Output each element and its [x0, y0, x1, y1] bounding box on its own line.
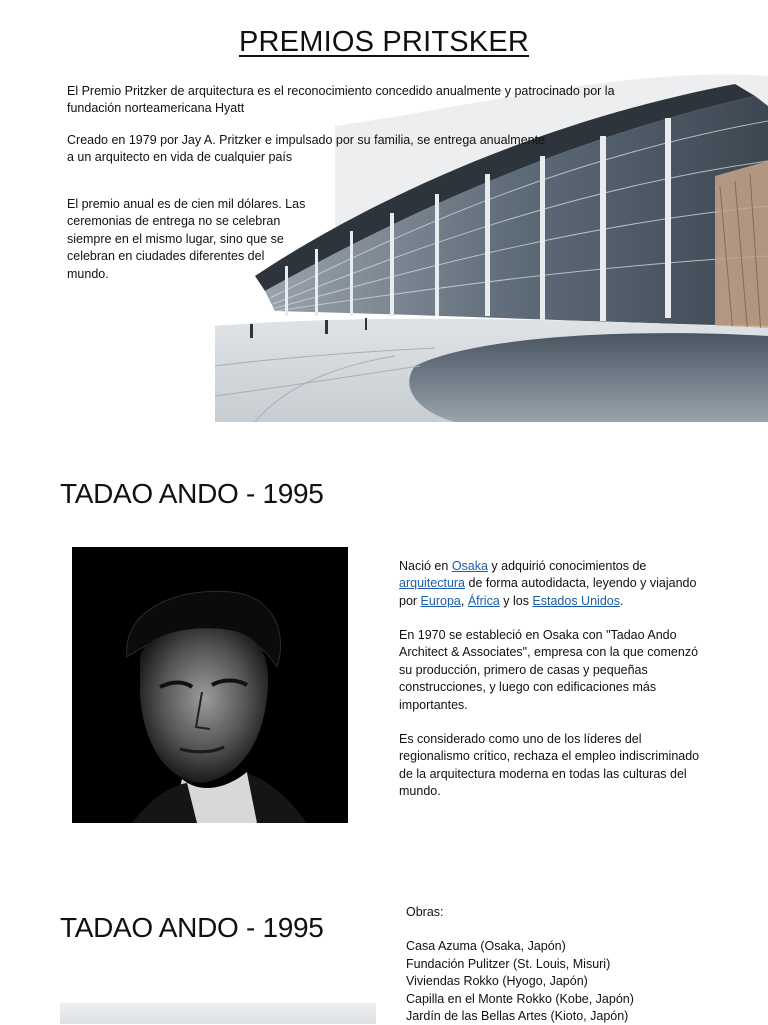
- intro-text-2b: a un arquitecto en vida de cualquier país: [67, 150, 293, 165]
- page-title: PREMIOS PRITSKER: [238, 26, 530, 58]
- intro-text-3d: celebran en ciudades diferentes del: [67, 249, 265, 264]
- intro-text-3b: ceremonias de entrega no se celebran: [67, 214, 281, 229]
- obra-item: Jardín de las Bellas Artes (Kioto, Japón): [406, 1009, 629, 1024]
- obras-block: [406, 904, 746, 1025]
- bio-p3-line: mundo.: [399, 784, 441, 799]
- obra-item: Fundación Pulitzer (St. Louis, Misuri): [406, 956, 611, 971]
- section-heading-2: TADAO ANDO - 1995: [60, 912, 324, 943]
- bio-text: y los: [499, 593, 533, 608]
- bio-text: y adquirió conocimientos de: [487, 559, 647, 573]
- bio-p3-line: Es considerado como uno de los líderes del: [399, 732, 642, 746]
- intro-text-3c: siempre en el mismo lugar, sino que se: [67, 231, 284, 246]
- intro-text-1: El Premio Pritzker de arquitectura es el reconocimiento concedido anualmente y patrocinado por la fundación norteamericana Hyatt: [67, 84, 615, 116]
- bio-p2-line: su producción, primero de casas y pequeñas: [399, 662, 648, 677]
- intro-paragraph-3: [67, 196, 327, 283]
- bio-text: .: [619, 593, 624, 608]
- bio-paragraph-2: [399, 627, 739, 714]
- link-estados-unidos[interactable]: Estados Unidos: [532, 593, 620, 608]
- obra-item: Viviendas Rokko (Hyogo, Japón): [406, 974, 588, 989]
- link-arquitectura[interactable]: arquitectura: [399, 576, 466, 591]
- link-osaka[interactable]: Osaka: [451, 559, 488, 573]
- bio-line-1: [399, 558, 729, 575]
- obra-item: Casa Azuma (Osaka, Japón): [406, 939, 566, 954]
- bio-p3-line: regionalismo crítico, rechaza el empleo indiscriminado: [399, 749, 700, 764]
- portrait-drawing: [72, 547, 348, 823]
- obra-item: Capilla en el Monte Rokko (Kobe, Japón): [406, 991, 634, 1006]
- bio-text: ,: [460, 593, 468, 608]
- bio-paragraph-1: [399, 558, 729, 610]
- link-europa[interactable]: Europa: [420, 593, 461, 608]
- intro-paragraph-1: [67, 83, 637, 118]
- bio-p2-line: Architect & Associates", empresa con la que comenzó: [399, 645, 699, 660]
- bio-p2-line: construcciones, y luego con edificaciones más: [399, 680, 657, 695]
- portrait-photo: [72, 547, 348, 823]
- bio-p3-line: de la arquitectura moderna en todas las culturas del: [399, 766, 687, 781]
- bio-paragraph-3: [399, 731, 739, 801]
- intro-paragraph-2: [67, 132, 587, 167]
- link-africa[interactable]: África: [467, 593, 500, 608]
- intro-text-3a: El premio anual es de cien mil dólares. Las: [67, 197, 306, 211]
- intro-text-2a: Creado en 1979 por Jay A. Pritzker e impulsado por su familia, se entrega anualmente: [67, 133, 546, 147]
- bio-text: Nació en: [399, 559, 452, 573]
- obras-label: Obras:: [406, 905, 444, 919]
- building-photo-partial: [60, 1003, 376, 1024]
- bio-line-3: [399, 593, 729, 610]
- bio-p2-line: En 1970 se estableció en Osaka con "Tadao Ando: [399, 628, 677, 642]
- bio-text: de forma autodidacta, leyendo y viajando: [465, 576, 697, 591]
- bio-p2-line: importantes.: [399, 697, 468, 712]
- intro-text-3e: mundo.: [67, 266, 109, 281]
- bio-line-2: [399, 575, 729, 592]
- bio-text: por: [399, 593, 421, 608]
- section-heading-1: TADAO ANDO - 1995: [60, 478, 324, 509]
